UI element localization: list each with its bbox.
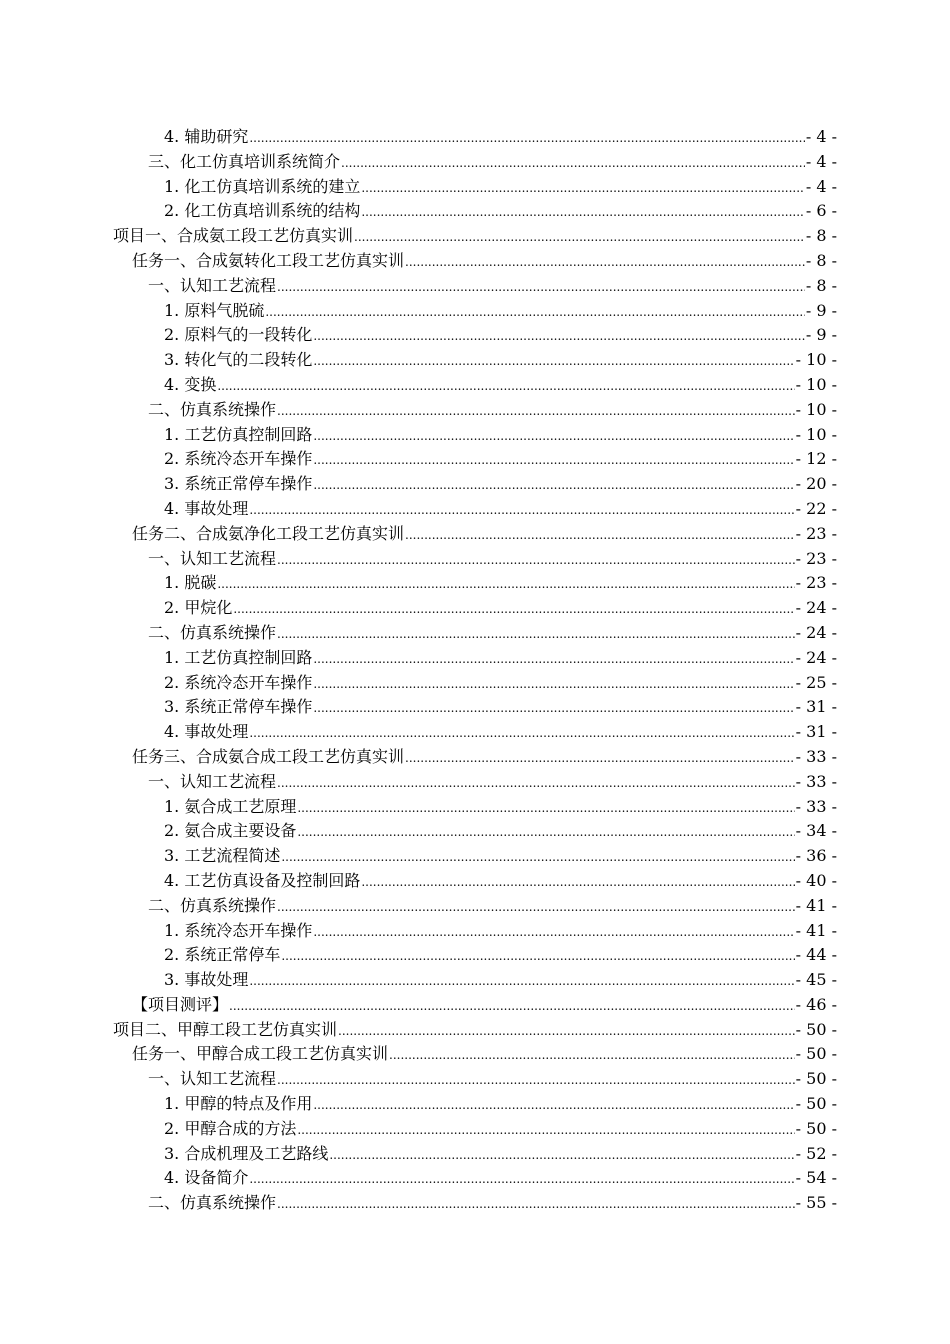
toc-entry[interactable] [0,720,950,745]
toc-entry-title: 3. 转化气的二段转化 [164,350,313,370]
toc-dot-leader [354,225,805,250]
toc-entry[interactable] [0,596,950,621]
toc-dot-leader [405,523,795,548]
toc-entry-title: 3. 系统正常停车操作 [164,474,313,494]
toc-dot-leader [217,572,794,597]
toc-entry[interactable] [0,472,950,497]
toc-entry-page-number: - 52 - [795,1143,837,1163]
toc-dot-leader [361,176,804,201]
toc-dot-leader [277,622,795,647]
toc-dot-leader [277,399,795,424]
toc-entry[interactable] [0,869,950,894]
toc-dot-leader [297,1118,794,1143]
toc-entry-page-number: - 45 - [795,970,837,990]
toc-entry[interactable] [0,274,950,299]
toc-dot-leader [265,300,804,325]
toc-entry-page-number: - 23 - [795,523,837,543]
toc-entry[interactable] [0,497,950,522]
toc-entry-page-number: - 44 - [795,945,837,965]
toc-entry[interactable] [0,398,950,423]
toc-dot-leader [361,200,804,225]
table-of-contents [0,125,950,1216]
toc-entry[interactable] [0,299,950,324]
toc-entry-title: 2. 甲烷化 [164,598,233,618]
toc-dot-leader [277,1068,795,1093]
toc-entry[interactable] [0,621,950,646]
toc-entry[interactable] [0,348,950,373]
toc-entry-title: 二、仿真系统操作 [148,1193,277,1213]
toc-entry-title: 3. 事故处理 [164,970,249,990]
toc-dot-leader [313,696,794,721]
toc-entry-page-number: - 8 - [805,275,837,295]
toc-entry-page-number: - 24 - [795,622,837,642]
toc-entry-page-number: - 23 - [795,548,837,568]
toc-entry[interactable] [0,894,950,919]
toc-entry[interactable] [0,373,950,398]
toc-entry-title: 4. 事故处理 [164,722,249,742]
toc-entry-title: 1. 工艺仿真控制回路 [164,424,313,444]
toc-entry-title: 项目二、甲醇工段工艺仿真实训 [113,1019,338,1039]
toc-dot-leader [229,994,795,1019]
toc-entry-title: 项目一、合成氨工段工艺仿真实训 [113,226,354,246]
toc-dot-leader [277,548,795,573]
toc-dot-leader [389,1043,795,1068]
toc-entry-title: 1. 工艺仿真控制回路 [164,647,313,667]
toc-dot-leader [405,746,795,771]
toc-entry[interactable] [0,249,950,274]
toc-entry-title: 4. 变换 [164,374,217,394]
toc-entry-page-number: - 40 - [795,870,837,890]
toc-entry-page-number: - 50 - [795,1094,837,1114]
toc-entry-title: 2. 系统冷态开车操作 [164,672,313,692]
toc-dot-leader [249,1167,794,1192]
toc-entry-title: 2. 氨合成主要设备 [164,821,297,841]
toc-entry[interactable] [0,175,950,200]
toc-dot-leader [249,498,794,523]
toc-entry-page-number: - 34 - [795,821,837,841]
toc-dot-leader [233,597,794,622]
toc-entry[interactable] [0,1067,950,1092]
toc-entry-page-number: - 41 - [795,920,837,940]
toc-entry-title: 4. 设备简介 [164,1168,249,1188]
toc-entry-title: 1. 氨合成工艺原理 [164,796,297,816]
toc-entry-page-number: - 41 - [795,895,837,915]
toc-entry[interactable] [0,224,950,249]
toc-entry-page-number: - 6 - [805,201,837,221]
toc-entry[interactable] [0,1191,950,1216]
toc-entry[interactable] [0,695,950,720]
toc-entry-page-number: - 24 - [795,647,837,667]
toc-entry-title: 1. 系统冷态开车操作 [164,920,313,940]
toc-dot-leader [313,647,794,672]
toc-entry-title: 4. 事故处理 [164,498,249,518]
toc-dot-leader [277,1192,795,1217]
toc-entry-page-number: - 24 - [795,598,837,618]
toc-entry[interactable] [0,671,950,696]
toc-entry-page-number: - 46 - [795,994,837,1014]
toc-entry[interactable] [0,150,950,175]
toc-entry-title: 1. 甲醇的特点及作用 [164,1094,313,1114]
toc-entry-page-number: - 9 - [805,300,837,320]
toc-dot-leader [249,721,794,746]
toc-entry[interactable] [0,919,950,944]
toc-entry-page-number: - 50 - [795,1069,837,1089]
toc-dot-leader [313,920,794,945]
toc-entry[interactable] [0,125,950,150]
toc-entry[interactable] [0,423,950,448]
toc-entry-page-number: - 33 - [795,796,837,816]
toc-dot-leader [313,448,794,473]
toc-entry-page-number: - 9 - [805,325,837,345]
toc-entry-title: 1. 脱碳 [164,573,217,593]
toc-dot-leader [249,126,804,151]
toc-entry-title: 任务二、合成氨净化工段工艺仿真实训 [132,523,405,543]
toc-entry-page-number: - 8 - [805,226,837,246]
toc-dot-leader [281,944,794,969]
toc-dot-leader [338,1019,795,1044]
toc-entry-title: 3. 系统正常停车操作 [164,697,313,717]
toc-dot-leader [329,1143,794,1168]
toc-entry[interactable] [0,745,950,770]
toc-dot-leader [277,895,795,920]
toc-entry[interactable] [0,795,950,820]
toc-entry-title: 二、仿真系统操作 [148,895,277,915]
toc-entry-page-number: - 55 - [795,1193,837,1213]
toc-entry[interactable] [0,968,950,993]
toc-entry[interactable] [0,1018,950,1043]
toc-entry-title: 一、认知工艺流程 [148,1069,277,1089]
toc-entry-page-number: - 33 - [795,771,837,791]
toc-entry-title: 一、认知工艺流程 [148,275,277,295]
toc-entry[interactable] [0,522,950,547]
toc-entry[interactable] [0,770,950,795]
toc-entry-page-number: - 10 - [795,374,837,394]
toc-entry[interactable] [0,943,950,968]
toc-dot-leader [313,473,794,498]
toc-entry-page-number: - 10 - [795,399,837,419]
toc-entry[interactable] [0,844,950,869]
toc-entry-page-number: - 8 - [805,250,837,270]
toc-entry-page-number: - 4 - [805,176,837,196]
toc-entry-page-number: - 12 - [795,449,837,469]
toc-dot-leader [361,870,794,895]
toc-dot-leader [313,324,804,349]
toc-dot-leader [277,275,805,300]
toc-entry-title: 1. 化工仿真培训系统的建立 [164,176,361,196]
toc-entry[interactable] [0,1117,950,1142]
toc-entry[interactable] [0,646,950,671]
toc-entry-page-number: - 4 - [805,151,837,171]
toc-entry-page-number: - 33 - [795,746,837,766]
toc-entry[interactable] [0,323,950,348]
toc-entry-page-number: - 54 - [795,1168,837,1188]
toc-entry-page-number: - 10 - [795,350,837,370]
toc-entry-title: 一、认知工艺流程 [148,771,277,791]
toc-entry-title: 4. 辅助研究 [164,127,249,146]
toc-dot-leader [313,672,794,697]
toc-dot-leader [249,969,794,994]
toc-dot-leader [277,771,795,796]
toc-entry[interactable] [0,447,950,472]
toc-entry-title: 2. 原料气的一段转化 [164,325,313,345]
toc-entry-title: 2. 甲醇合成的方法 [164,1118,297,1138]
toc-entry-title: 任务一、甲醇合成工段工艺仿真实训 [132,1044,389,1064]
toc-dot-leader [313,424,794,449]
toc-entry-page-number: - 36 - [795,846,837,866]
toc-entry-page-number: - 22 - [795,498,837,518]
toc-entry-page-number: - 20 - [795,474,837,494]
toc-dot-leader [313,349,794,374]
toc-dot-leader [341,151,805,176]
toc-entry-title: 任务一、合成氨转化工段工艺仿真实训 [132,250,405,270]
toc-entry[interactable] [0,571,950,596]
toc-entry-title: 三、化工仿真培训系统简介 [148,151,341,171]
toc-entry-page-number: - 25 - [795,672,837,692]
toc-entry[interactable] [0,547,950,572]
toc-entry-page-number: - 23 - [795,573,837,593]
toc-dot-leader [297,796,794,821]
toc-entry-page-number: - 31 - [795,697,837,717]
toc-entry[interactable] [0,1042,950,1067]
toc-dot-leader [297,820,794,845]
toc-entry-title: 1. 原料气脱硫 [164,300,265,320]
toc-entry-page-number: - 50 - [795,1019,837,1039]
toc-entry-title: 【项目测评】 [132,994,229,1014]
toc-entry[interactable] [0,1142,950,1167]
toc-entry[interactable] [0,819,950,844]
toc-entry-title: 3. 工艺流程简述 [164,846,281,866]
toc-entry-title: 二、仿真系统操作 [148,622,277,642]
toc-entry[interactable] [0,1092,950,1117]
toc-entry-title: 任务三、合成氨合成工段工艺仿真实训 [132,746,405,766]
toc-entry-page-number: - 4 - [805,127,837,146]
toc-entry[interactable] [0,993,950,1018]
toc-entry-title: 2. 系统冷态开车操作 [164,449,313,469]
toc-dot-leader [217,374,794,399]
toc-entry-page-number: - 50 - [795,1118,837,1138]
toc-entry-title: 二、仿真系统操作 [148,399,277,419]
toc-entry-page-number: - 10 - [795,424,837,444]
toc-dot-leader [405,250,805,275]
toc-dot-leader [313,1093,794,1118]
toc-entry-page-number: - 31 - [795,722,837,742]
toc-entry-title: 4. 工艺仿真设备及控制回路 [164,870,361,890]
toc-dot-leader [281,845,794,870]
toc-entry-page-number: - 50 - [795,1044,837,1064]
toc-entry-title: 2. 系统正常停车 [164,945,281,965]
toc-entry-title: 2. 化工仿真培训系统的结构 [164,201,361,221]
toc-entry-title: 3. 合成机理及工艺路线 [164,1143,329,1163]
toc-entry[interactable] [0,199,950,224]
toc-entry-title: 一、认知工艺流程 [148,548,277,568]
toc-entry[interactable] [0,1166,950,1191]
